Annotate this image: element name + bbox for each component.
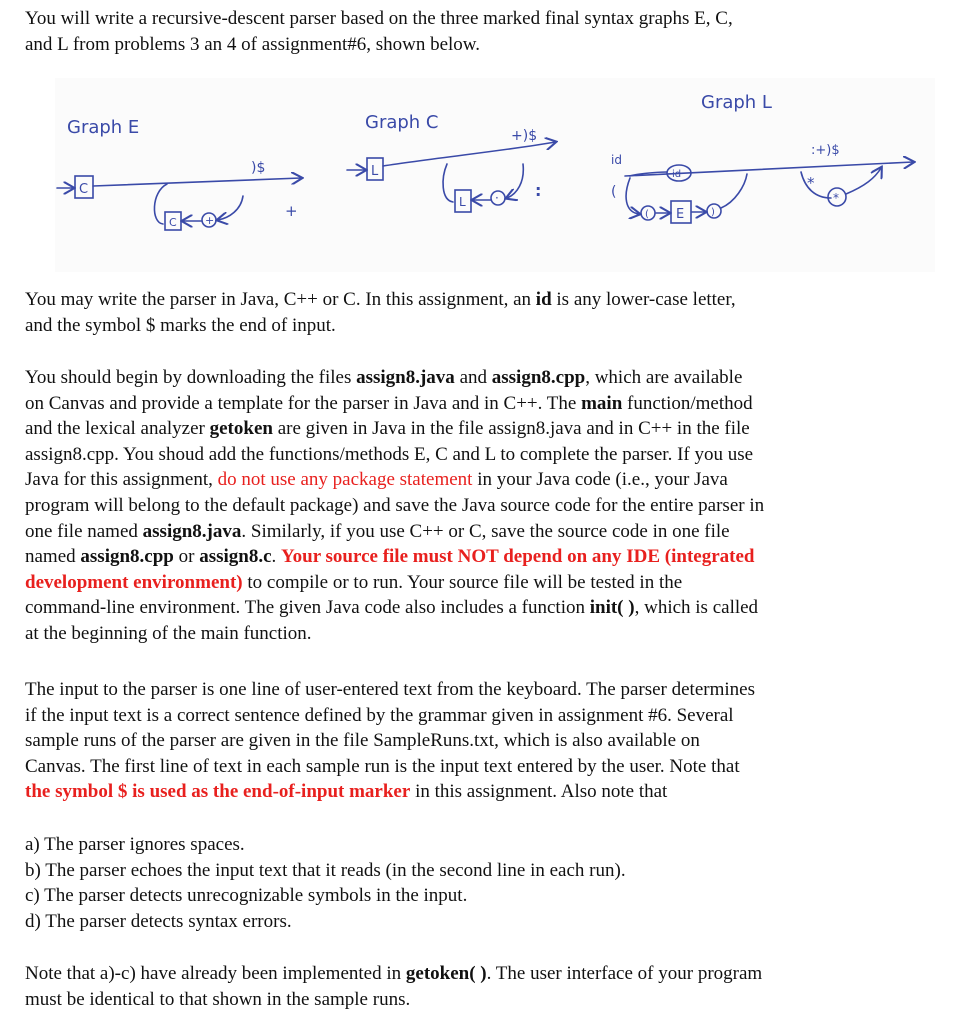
filename-assign8-java: assign8.java xyxy=(356,367,455,388)
para2-text-3: and the symbol $ marks the end of input. xyxy=(25,314,336,336)
intro-line-1: You will write a recursive-descent parser based on the three marked final syntax graphs E, C, xyxy=(25,8,733,29)
para3-text: program will belong to the default package) and save the Java source code for the entire parser in xyxy=(25,494,765,516)
graph-e-c-label: C xyxy=(79,182,89,197)
para3-text: . xyxy=(271,546,282,568)
para2-text-2: is any lower-case letter, xyxy=(551,289,736,310)
package-warning: do not use any package statement xyxy=(217,469,473,491)
para3-text: to compile or to run. Your source file will be tested in the xyxy=(242,571,683,593)
intro-line-2: and L from problems 3 an 4 of assignment#6, shown below. xyxy=(25,33,481,55)
para3-text: Java for this assignment, xyxy=(25,469,218,491)
getoken-term-2: getoken( ) xyxy=(405,963,487,984)
list-item: a) The parser ignores spaces. xyxy=(25,834,245,855)
filename-assign8-cpp-2: assign8.cpp xyxy=(80,546,174,568)
para3-text: in your Java code (i.e., your Java xyxy=(472,469,728,491)
graph-l-close-rejoin xyxy=(721,174,747,208)
para4-text: sample runs of the parser are given in the file SampleRuns.txt, which is also available on xyxy=(25,730,700,752)
para3-text: function/method xyxy=(622,392,753,414)
notes-list xyxy=(25,832,925,934)
para3-text: at the beginning of the main function. xyxy=(25,622,312,644)
syntax-graphs-svg xyxy=(55,78,935,272)
para3-text: , which is called xyxy=(634,597,759,619)
graph-l-paren-branch xyxy=(626,178,639,214)
getoken-term: getoken xyxy=(209,418,273,440)
id-term: id xyxy=(535,289,552,310)
intro-paragraph xyxy=(25,6,925,57)
para5-text: must be identical to that shown in the sample runs. xyxy=(25,988,411,1010)
graph-e-loop-c-label: C xyxy=(169,216,177,229)
graph-c-loop-back xyxy=(507,164,523,198)
language-paragraph xyxy=(25,287,925,338)
instructions-paragraph xyxy=(25,365,925,647)
para5-text: . The user interface of your program xyxy=(486,963,763,984)
para4-text: if the input text is a correct sentence defined by the grammar given in assignment #6. Several xyxy=(25,704,734,726)
para3-text: , which are available xyxy=(585,367,743,388)
graph-l-id-circle-label: id xyxy=(672,169,682,180)
ide-warning-2: development environment) xyxy=(25,571,243,593)
list-item: b) The parser echoes the input text that it reads (in the second line in each run). xyxy=(25,859,626,881)
para3-text: and xyxy=(454,367,492,388)
init-term: init( ) xyxy=(589,597,635,619)
para3-text: one file named xyxy=(25,520,143,542)
graph-c-loop-l-label: L xyxy=(459,195,466,209)
graph-l-title: Graph L xyxy=(701,92,772,113)
para3-text: assign8.cpp. You shoud add the functions/methods E, C and L to complete the parser. If you use xyxy=(25,443,754,465)
graph-l-paren-label: ( xyxy=(611,184,617,200)
list-item: d) The parser detects syntax errors. xyxy=(25,910,292,932)
main-term: main xyxy=(581,392,623,414)
para3-text: on Canvas and provide a template for the parser in Java and in C++. The xyxy=(25,392,582,414)
graph-c-loop-left xyxy=(443,164,453,202)
filename-assign8-cpp: assign8.cpp xyxy=(491,367,586,388)
para5-text: Note that a)-c) have already been implemented in xyxy=(25,963,406,984)
para4-text: in this assignment. Also note that xyxy=(410,781,668,803)
graph-c-colon-label: : xyxy=(535,181,542,200)
graph-l-star-loop-back xyxy=(846,168,881,194)
graph-e-plus-label: + xyxy=(285,202,298,220)
graph-e-title: Graph E xyxy=(67,117,140,138)
graph-e-main-line xyxy=(93,178,301,186)
filename-assign8-java-2: assign8.java xyxy=(142,520,242,542)
graph-e-plus-op: + xyxy=(205,214,215,227)
closing-paragraph xyxy=(25,961,925,1012)
para3-text: are given in Java in the file assign8.java and in C++ in the file xyxy=(272,418,750,440)
para4-text: The input to the parser is one line of user-entered text from the keyboard. The parser determines xyxy=(25,679,755,700)
graph-c-l-label: L xyxy=(371,164,379,179)
para2-text-1: You may write the parser in Java, C++ or C. In this assignment, an xyxy=(25,289,536,310)
graph-l-star-label: * xyxy=(807,174,815,192)
para3-text: command-line environment. The given Java code also includes a function xyxy=(25,597,590,619)
graph-l-open-circle-label: ( xyxy=(645,209,649,220)
graph-l-star-circle-label: * xyxy=(833,191,839,205)
graph-l-exit-label: :+)$ xyxy=(811,143,840,158)
para4-text: Canvas. The first line of text in each sample run is the input text entered by the user. Note that xyxy=(25,755,740,777)
graph-c-main-line xyxy=(383,142,555,166)
graph-l-star-loop-down xyxy=(801,172,831,198)
syntax-graphs-figure xyxy=(55,78,935,272)
end-marker-warning: the symbol $ is used as the end-of-input marker xyxy=(25,781,411,803)
graph-c-dot-op: · xyxy=(495,191,499,205)
graph-e-loop-back xyxy=(218,196,243,220)
graph-l-close-circle-label: ) xyxy=(711,207,715,218)
graph-l-e-label: E xyxy=(676,207,685,222)
para3-text: You should begin by downloading the files xyxy=(25,367,357,388)
graph-c-title: Graph C xyxy=(365,112,439,133)
ide-warning-1: Your source file must NOT depend on any IDE (integrated xyxy=(281,546,755,568)
list-item: c) The parser detects unrecognizable symbols in the input. xyxy=(25,885,468,907)
para3-text: named xyxy=(25,546,81,568)
filename-assign8-c: assign8.c xyxy=(199,546,272,568)
graph-e-exit-label: )$ xyxy=(251,160,266,176)
para3-text: . Similarly, if you use C++ or C, save the source code in one file xyxy=(241,520,730,542)
input-paragraph xyxy=(25,677,925,805)
graph-l-id-label: id xyxy=(611,153,622,167)
para3-text: or xyxy=(173,546,200,568)
para3-text: and the lexical analyzer xyxy=(25,418,210,440)
graph-c-exit-label: +)$ xyxy=(511,128,538,144)
